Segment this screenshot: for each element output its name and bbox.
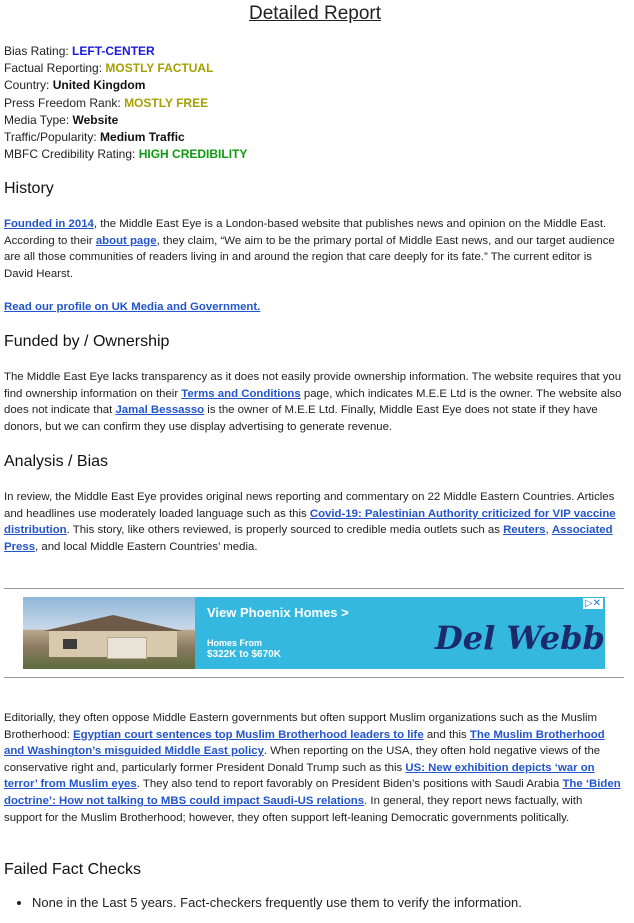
terms-link[interactable]: Terms and Conditions <box>181 387 301 400</box>
funded-text: The Middle East Eye lacks transparency as it does not easily provide ownership information. The website requires that you find ownership information on their <box>4 371 622 400</box>
covid-link[interactable]: Covid-19: Palestinian Authority criticized for VIP vaccine distribution <box>4 507 616 537</box>
failed-fact-checks-heading: Failed Fact Checks <box>4 861 141 878</box>
rating-row-factual <box>4 60 247 77</box>
ad-choices-close-icon[interactable]: ▷✕ <box>584 598 601 609</box>
history-text: , they claim, “We aim to be the primary portal of Middle East news, and our target audience are all those communities of readers living in and around the region that care deeply for its fate.” The current editor is David Hearst. <box>4 234 615 280</box>
rating-label: MBFC Credibility Rating: <box>4 147 136 162</box>
editorial-text: . They also tend to report favorably on President Biden’s positions with Saudi Arabia <box>136 778 563 791</box>
ad-window-shape <box>63 639 77 649</box>
divider <box>4 588 624 589</box>
reuters-link[interactable]: Reuters <box>503 524 546 537</box>
editorial-text: and this <box>423 728 470 741</box>
page-title: Detailed Report <box>248 3 382 24</box>
ad-garage-shape <box>107 637 147 659</box>
rating-label: Bias Rating: <box>4 44 69 58</box>
editorial-link-4[interactable]: The ‘Biden doctrine’: How not talking to MBS could impact Saudi-US relations <box>4 778 621 807</box>
funded-heading: Funded by / Ownership <box>4 333 170 350</box>
jamal-link[interactable]: Jamal Bessasso <box>115 404 205 417</box>
analysis-paragraph <box>4 489 622 555</box>
rating-label: Factual Reporting: <box>4 61 103 76</box>
rating-label: Country: <box>4 78 50 93</box>
rating-row-credibility <box>4 146 247 163</box>
editorial-text: . In general, they report news factually, with support for the Muslim Brotherhood; however, they often support left-leaning Democratic governments politically. <box>4 794 583 824</box>
funded-text: page, which indicates M.E.E Ltd is the owner. The website also does not indicate that <box>4 387 622 417</box>
analysis-heading: Analysis / Bias <box>4 453 109 470</box>
about-page-link[interactable]: about page <box>95 234 157 247</box>
history-paragraph <box>4 216 622 282</box>
editorial-text: . When reporting on the USA, they often hold negative views of the conservative right and, particularly former President Donald Trump such as this <box>4 745 601 774</box>
editorial-link-2[interactable]: The Muslim Brotherhood and Washington’s misguided Middle East policy <box>4 728 605 758</box>
ad-cta-link[interactable]: View Phoenix Homes > <box>207 605 349 620</box>
analysis-text: , <box>545 524 552 537</box>
funded-paragraph <box>4 369 622 435</box>
rating-value: United Kingdom <box>52 78 146 93</box>
rating-row-traffic <box>4 129 247 146</box>
analysis-text: , and local Middle Eastern Countries’ media. <box>35 540 258 553</box>
rating-value: MOSTLY FREE <box>124 95 209 110</box>
rating-value: HIGH CREDIBILITY <box>138 147 248 162</box>
rating-label: Traffic/Popularity: <box>4 130 97 145</box>
rating-row-press-freedom <box>4 95 247 112</box>
founded-link[interactable]: Founded in 2014 <box>4 218 94 230</box>
list-item: • None in the Last 5 years. Fact-checkers frequently use them to verify the information. <box>32 894 522 912</box>
ad-logo: Del Webb <box>435 619 605 657</box>
rating-value: Website <box>72 112 119 127</box>
history-heading: History <box>4 180 54 197</box>
rating-label: Media Type: <box>4 112 70 127</box>
rating-value: Medium Traffic <box>100 130 185 145</box>
rating-label: Press Freedom Rank: <box>4 95 121 110</box>
analysis-text: . This story, like others reviewed, is properly sourced to credible media outlets such as <box>66 524 504 537</box>
editorial-link-1[interactable]: Egyptian court sentences top Muslim Brotherhood leaders to life <box>73 728 424 741</box>
profile-link[interactable]: Read our profile on UK Media and Government. <box>4 301 261 313</box>
ad-price-text: $322K to $670K <box>207 649 281 660</box>
rating-row-country <box>4 77 247 94</box>
history-text: , the Middle East Eye is a London-based website that publishes news and opinion on the Middle East. According to their <box>4 218 607 247</box>
rating-row-media-type <box>4 112 247 129</box>
analysis-text: In review, the Middle East Eye provides original news reporting and commentary on 22 Middle Eastern Countries. Articles and headlines use moderately loaded language such as this <box>4 491 615 520</box>
funded-text: is the owner of M.E.E Ltd. Finally, Middle East Eye does not state if they have donors, but we can confirm they use display advertising to generate revenue. <box>4 404 598 433</box>
profile-paragraph <box>4 299 622 316</box>
ad-small-text: Homes From <box>207 638 263 648</box>
rating-value: MOSTLY FACTUAL <box>105 61 214 76</box>
editorial-link-3[interactable]: US: New exhibition depicts ‘war on terror’ from Muslim eyes <box>4 761 595 791</box>
ad-roof-shape <box>43 615 183 631</box>
ad-house-image <box>23 597 195 669</box>
rating-row-bias <box>4 43 247 60</box>
rating-value: LEFT-CENTER <box>72 44 155 58</box>
advertisement-banner[interactable] <box>23 597 605 669</box>
editorial-text: Editorially, they often oppose Middle Eastern governments but often support Muslim organizations such as the Muslim Brotherhood: <box>4 712 598 741</box>
editorial-paragraph <box>4 710 622 826</box>
divider <box>4 677 624 678</box>
ap-link[interactable]: Associated Press <box>4 524 613 553</box>
failed-fact-checks-list <box>4 894 522 912</box>
ratings-list <box>4 43 247 163</box>
